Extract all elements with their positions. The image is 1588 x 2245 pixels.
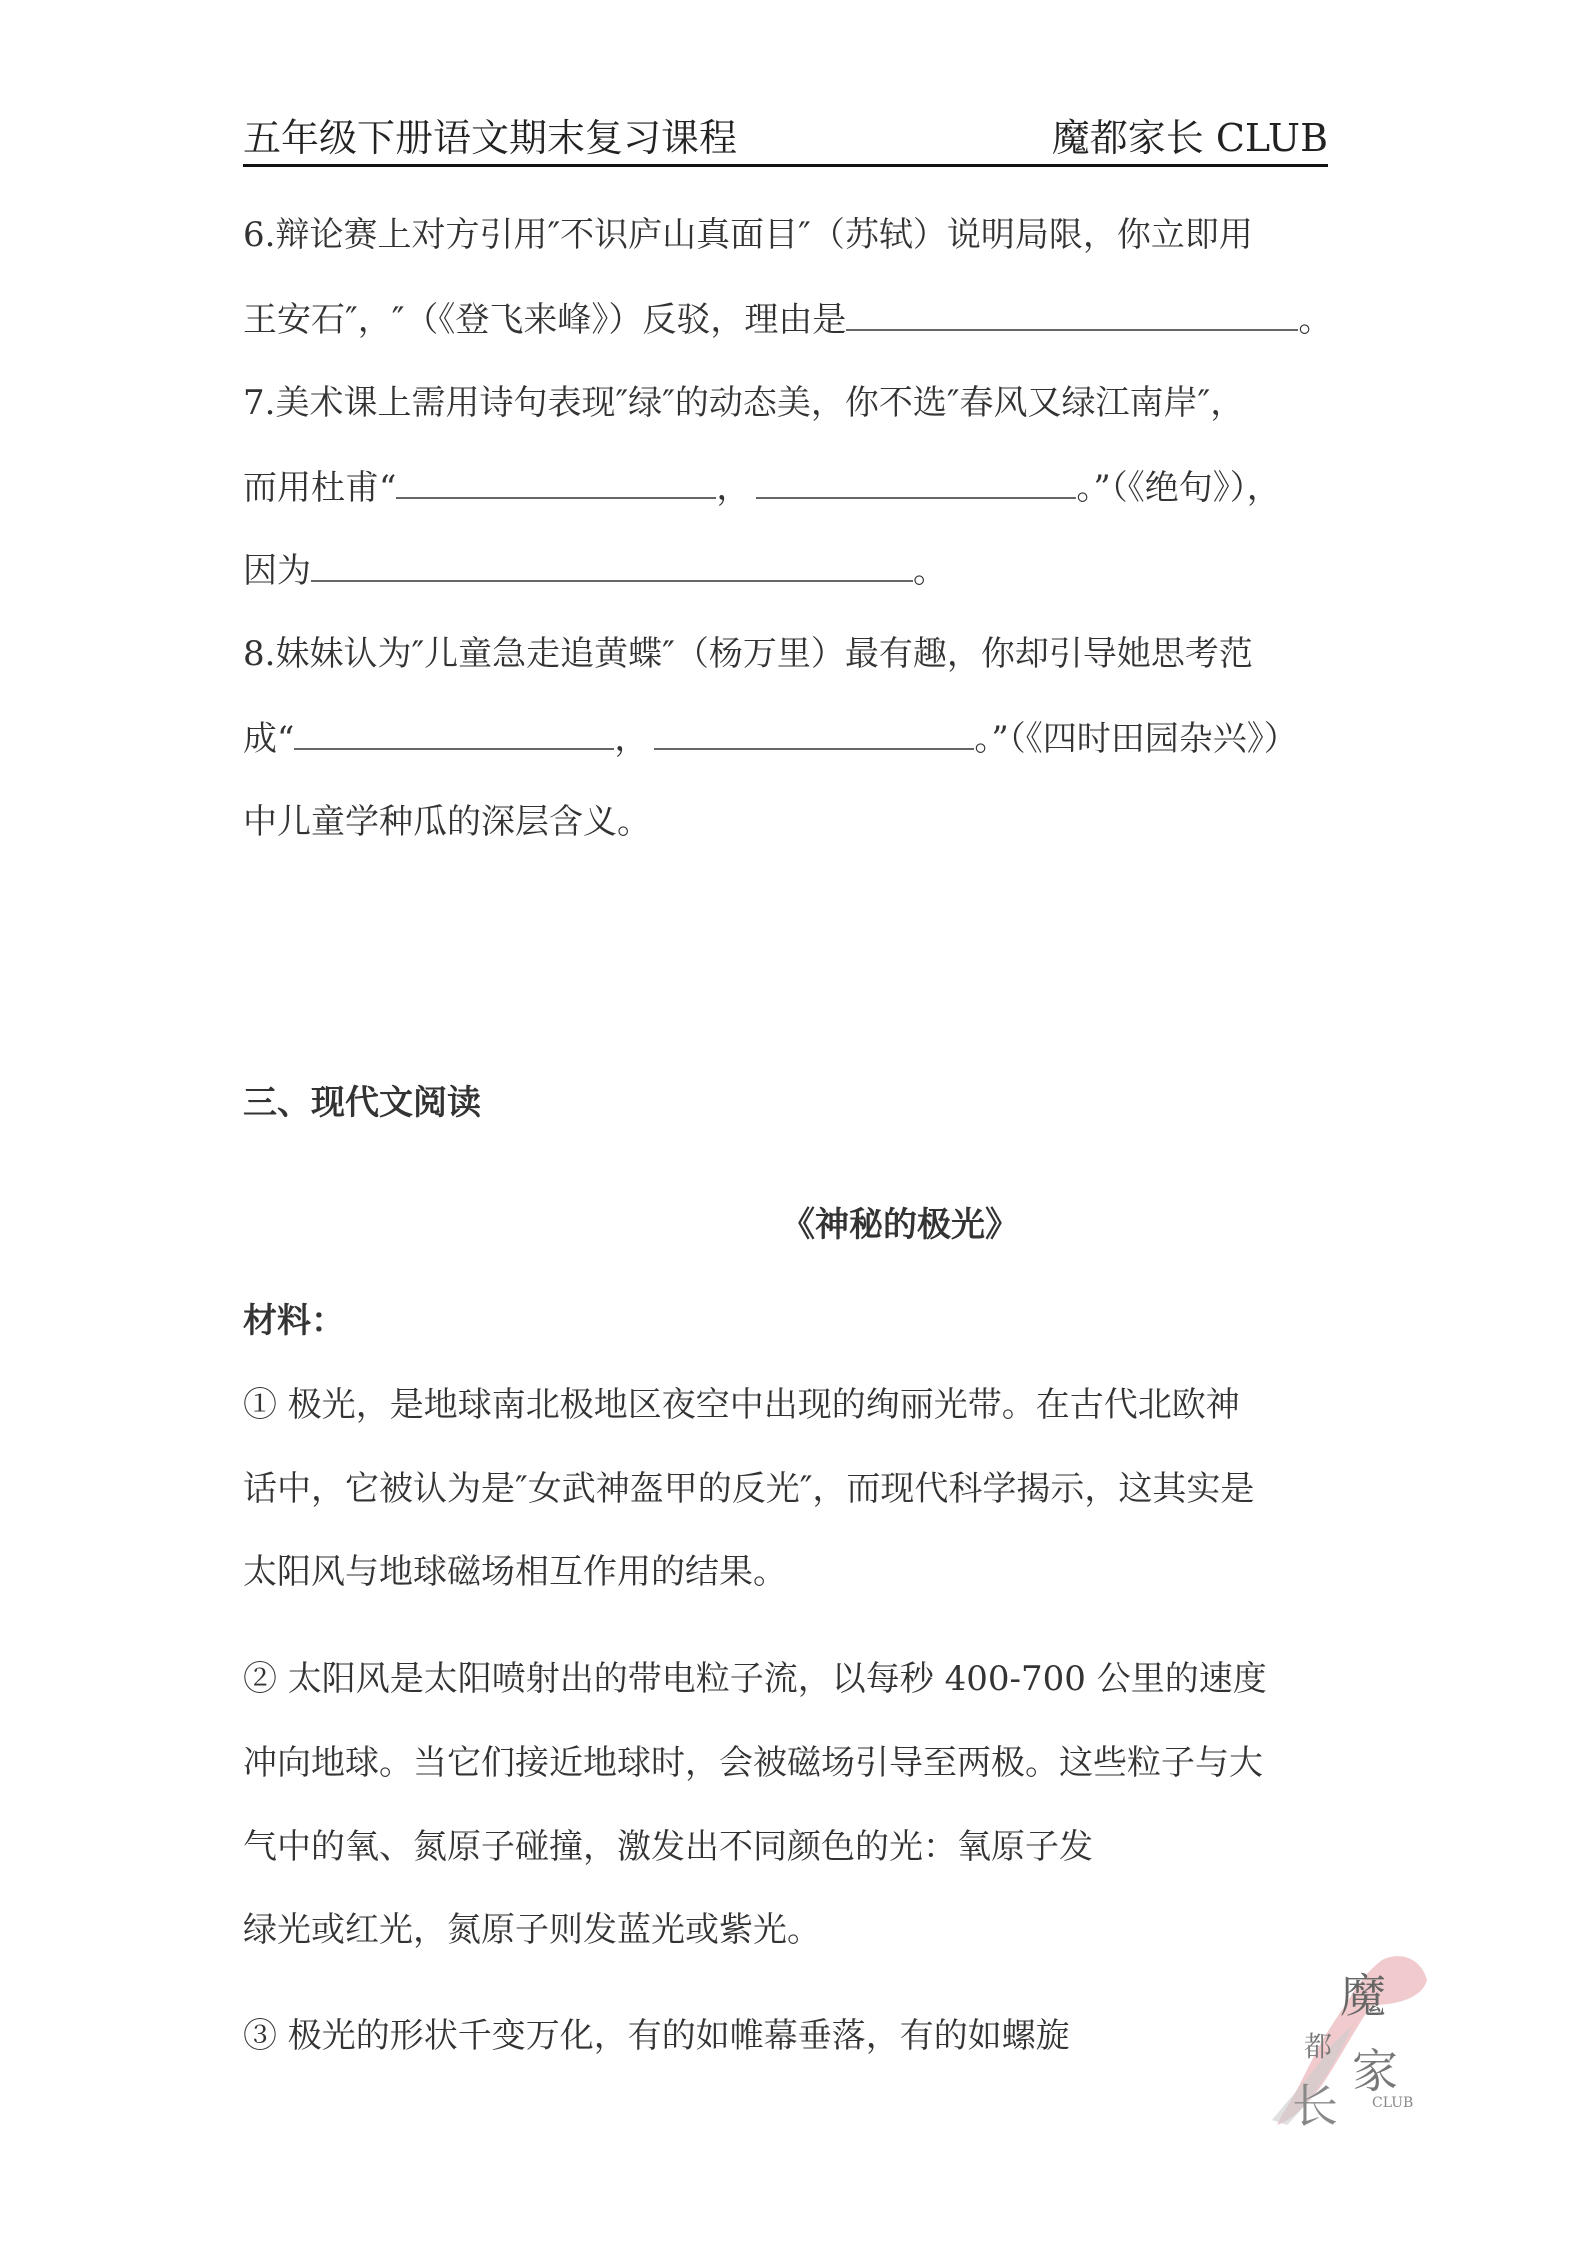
page-header: [243, 118, 1328, 167]
question-8-line-1: 8.妹妹认为″儿童急走追黄蝶″（杨万里）最有趣，你却引导她思考范: [243, 634, 1253, 674]
watermark-char: 都: [1304, 2030, 1333, 2063]
question-7-line-2: [243, 467, 1281, 508]
question-7-line-3: [243, 550, 947, 591]
watermark-char: 长: [1292, 2079, 1338, 2133]
text: 因为: [243, 551, 311, 591]
question-8-line-2: [243, 718, 1298, 759]
text: 。: [1298, 300, 1333, 340]
paragraph-3-line: ③ 极光的形状千变万化，有的如帷幕垂落，有的如螺旋: [243, 2016, 1070, 2056]
watermark-logo: [1262, 1935, 1432, 2145]
text: ，: [614, 719, 649, 759]
material-label: 材料：: [243, 1301, 345, 1341]
watermark-char: 家: [1352, 2044, 1398, 2098]
text: ，: [716, 468, 751, 508]
answer-blank[interactable]: [846, 299, 1298, 331]
paragraph-1-line: 太阳风与地球磁场相互作用的结果。: [243, 1552, 787, 1592]
answer-blank[interactable]: [294, 718, 614, 750]
text: 王安石″，″（《登飞来峰》）反驳，理由是: [243, 300, 847, 340]
question-6-line-1: 6.辩论赛上对方引用″不识庐山真面目″（苏轼）说明局限，你立即用: [243, 215, 1253, 255]
text: 。”（《绝句》），: [1076, 468, 1281, 508]
course-title: 五年级下册语文期末复习课程: [243, 116, 738, 160]
answer-blank[interactable]: [396, 467, 716, 499]
question-7-line-1: 7.美术课上需用诗句表现″绿″的动态美，你不选″春风又绿江南岸″，: [243, 383, 1245, 423]
article-title: 《神秘的极光》: [781, 1205, 1019, 1245]
watermark-club: CLUB: [1372, 2095, 1414, 2111]
paragraph-1-line: ① 极光，是地球南北极地区夜空中出现的绚丽光带。在古代北欧神: [243, 1385, 1240, 1425]
text: 而用杜甫“: [243, 468, 397, 508]
watermark-char: 魔: [1340, 1969, 1386, 2023]
paragraph-2-line: 气中的氧、氮原子碰撞，激发出不同颜色的光：氧原子发: [243, 1827, 1093, 1867]
text: 成“: [243, 719, 295, 759]
answer-blank[interactable]: [311, 550, 913, 582]
section-heading: 三、现代文阅读: [243, 1083, 481, 1123]
answer-blank[interactable]: [756, 467, 1076, 499]
paragraph-2-line: 冲向地球。当它们接近地球时，会被磁场引导至两极。这些粒子与大: [243, 1743, 1263, 1783]
paragraph-2-line: 绿光或红光，氮原子则发蓝光或紫光。: [243, 1910, 821, 1950]
answer-blank[interactable]: [654, 718, 974, 750]
paragraph-2-line: ② 太阳风是太阳喷射出的带电粒子流，以每秒 400-700 公里的速度: [243, 1659, 1267, 1699]
brand-name: 魔都家长 CLUB: [1051, 116, 1328, 160]
text: 。: [913, 551, 947, 591]
paragraph-1-line: 话中，它被认为是″女武神盔甲的反光″，而现代科学揭示，这其实是: [243, 1469, 1255, 1509]
text: 。”（《四时田园杂兴》）: [974, 719, 1298, 759]
question-6-line-2: [243, 299, 1332, 340]
question-8-line-3: 中儿童学种瓜的深层含义。: [243, 802, 651, 842]
